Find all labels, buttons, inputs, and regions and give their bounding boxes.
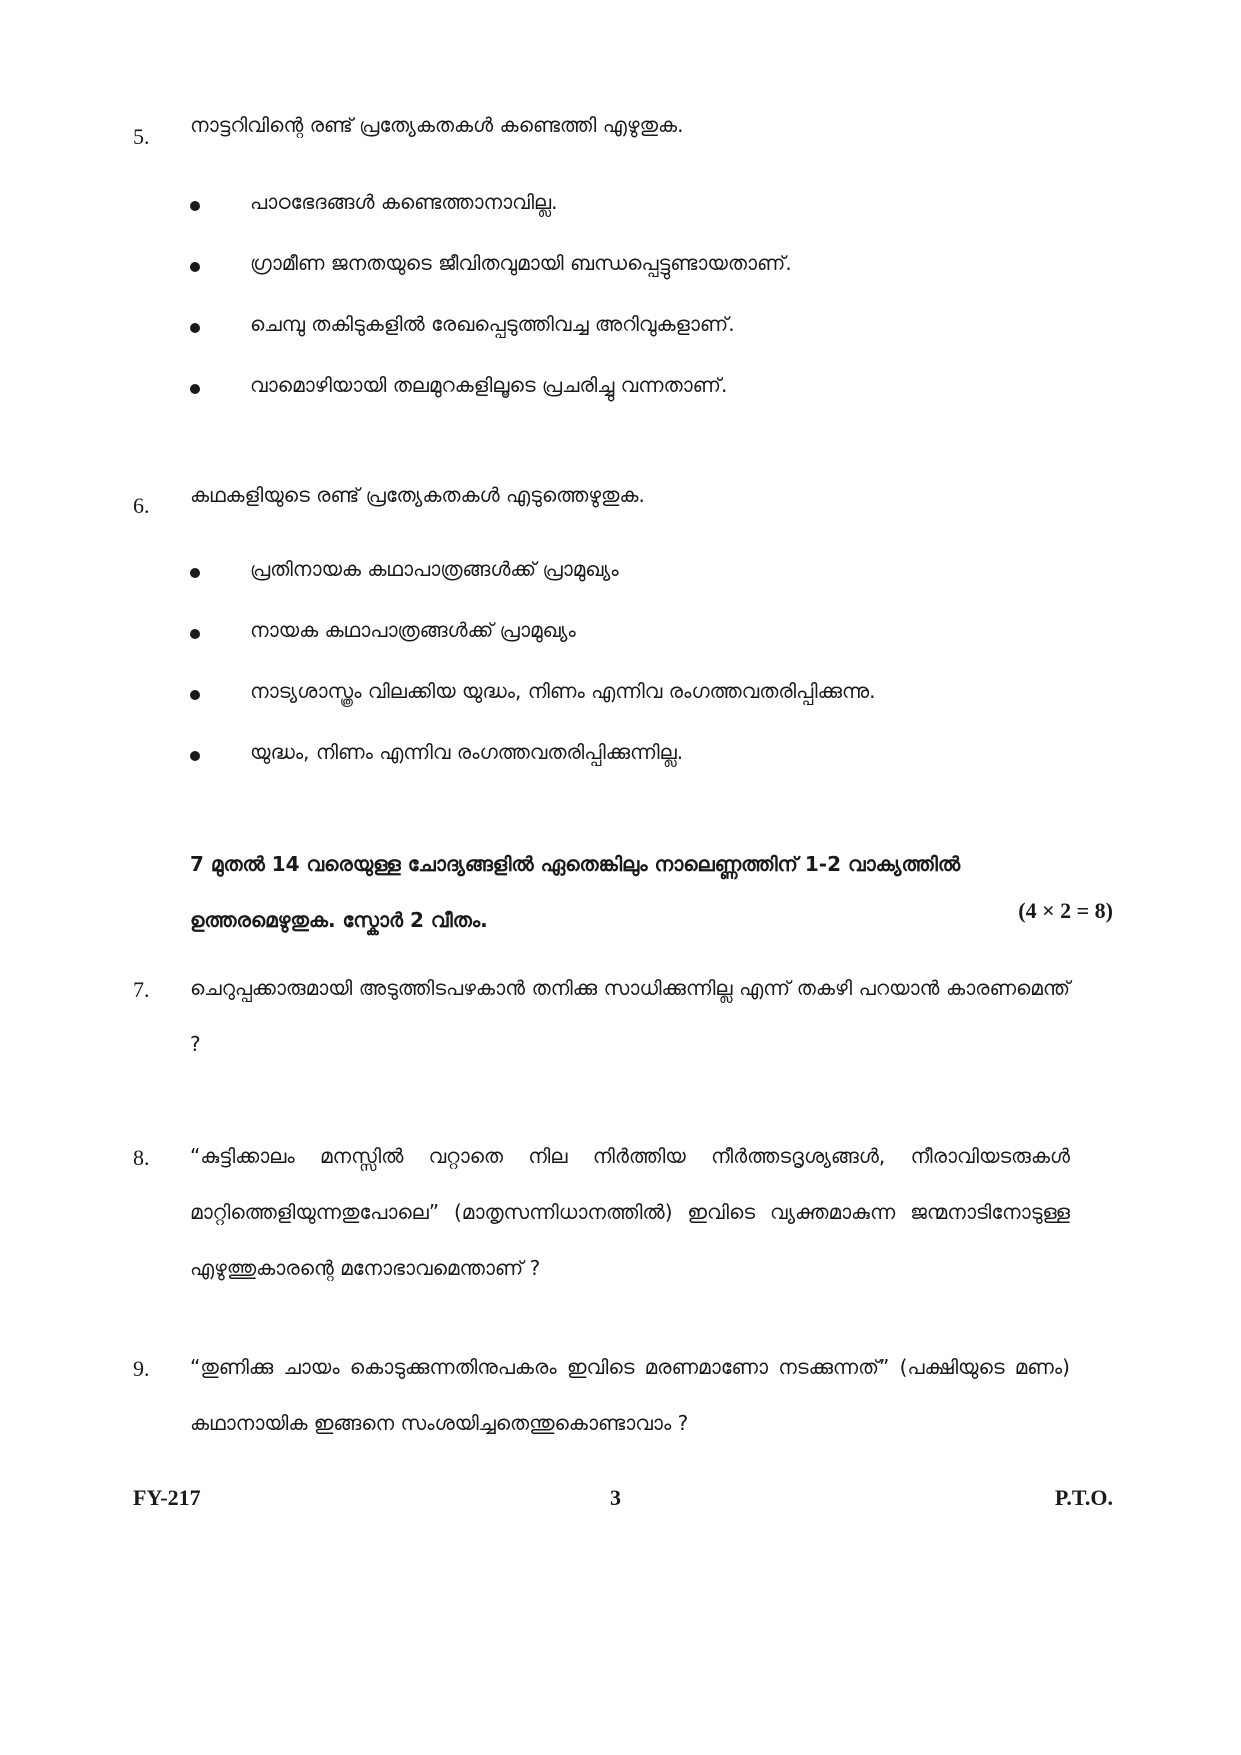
bullet-icon bbox=[190, 690, 200, 700]
option-item: ഗ്രാമീണ ജനതയുടെ ജീവിതവുമായി ബന്ധപ്പെട്ടുണ്ടായതാണ്. bbox=[250, 251, 792, 275]
bullet-icon bbox=[190, 323, 200, 333]
page-number: 3 bbox=[610, 1485, 621, 1510]
question-number: 9. bbox=[133, 1356, 150, 1381]
bullet-icon bbox=[190, 629, 200, 639]
option-item: നായക കഥാപാത്രങ്ങൾക്ക് പ്രാമുഖ്യം bbox=[250, 618, 576, 642]
question-text: “കുട്ടിക്കാലം മനസ്സിൽ വറ്റാതെ നില നിർത്തിയ നീർത്തടദൃശ്യങ്ങൾ, നീരാവിയടരുകൾ മാറ്റിത്തെളിയുന്നതുപോലെ” (മാതൃസന്നിധാനത്തിൽ) ഇവിടെ വ്യക്തമാകുന്ന ജന്മനാടിനോടുള്ള എഴുത്തുകാരന്റെ മനോഭാവമെന്താണ് ? bbox=[190, 1144, 1070, 1280]
instruction-line-2: ഉത്തരമെഴുതുക. സ്കോർ 2 വീതം. bbox=[190, 908, 488, 932]
paper-code: FY-217 bbox=[133, 1485, 201, 1510]
marks-allocation: (4 × 2 = 8) bbox=[1018, 898, 1113, 923]
question-text: നാട്ടറിവിന്റെ രണ്ട് പ്രത്യേകതകൾ കണ്ടെത്തി എഴുതുക. bbox=[190, 113, 684, 137]
question-number: 5. bbox=[133, 124, 150, 149]
option-item: ചെമ്പു തകിടുകളിൽ രേഖപ്പെടുത്തിവച്ച അറിവുകളാണ്. bbox=[250, 312, 735, 336]
option-item: പ്രതിനായക കഥാപാത്രങ്ങൾക്ക് പ്രാമുഖ്യം bbox=[250, 557, 619, 581]
pto-label: P.T.O. bbox=[1054, 1485, 1113, 1510]
instruction-line-1: 7 മുതൽ 14 വരെയുള്ള ചോദ്യങ്ങളിൽ ഏതെങ്കിലും നാലെണ്ണത്തിന് 1-2 വാക്യത്തിൽ bbox=[190, 852, 961, 876]
option-item: വാമൊഴിയായി തലമുറകളിലൂടെ പ്രചരിച്ചു വന്നതാണ്. bbox=[250, 373, 728, 397]
question-text: “തുണിക്കു ചായം കൊടുക്കുന്നതിനുപകരം ഇവിടെ മരണമാണോ നടക്കുന്നത്” (പക്ഷിയുടെ മണം) കഥാനായിക ഇങ്ങനെ സംശയിച്ചതെന്തുകൊണ്ടാവാം ? bbox=[190, 1355, 1070, 1435]
bullet-icon bbox=[190, 751, 200, 761]
option-item: പാഠഭേദങ്ങൾ കണ്ടെത്താനാവില്ല. bbox=[250, 190, 558, 214]
question-text: കഥകളിയുടെ രണ്ട് പ്രത്യേകതകൾ എടുത്തെഴുതുക. bbox=[190, 483, 645, 507]
question-number: 8. bbox=[133, 1145, 150, 1170]
bullet-icon bbox=[190, 384, 200, 394]
option-item: യുദ്ധം, നിണം എന്നിവ രംഗത്തവതരിപ്പിക്കുന്നില്ല. bbox=[250, 740, 684, 764]
bullet-icon bbox=[190, 262, 200, 272]
question-number: 6. bbox=[133, 493, 150, 518]
question-number: 7. bbox=[133, 977, 150, 1002]
bullet-icon bbox=[190, 201, 200, 211]
question-text: ചെറുപ്പക്കാരുമായി അടുത്തിടപഴകാൻ തനിക്കു സാധിക്കുന്നില്ല എന്ന് തകഴി പറയാൻ കാരണമെന്ത് ? bbox=[190, 976, 1070, 1056]
bullet-icon bbox=[190, 568, 200, 578]
option-item: നാട്യശാസ്ത്രം വിലക്കിയ യുദ്ധം, നിണം എന്നിവ രംഗത്തവതരിപ്പിക്കുന്നു. bbox=[250, 679, 876, 703]
